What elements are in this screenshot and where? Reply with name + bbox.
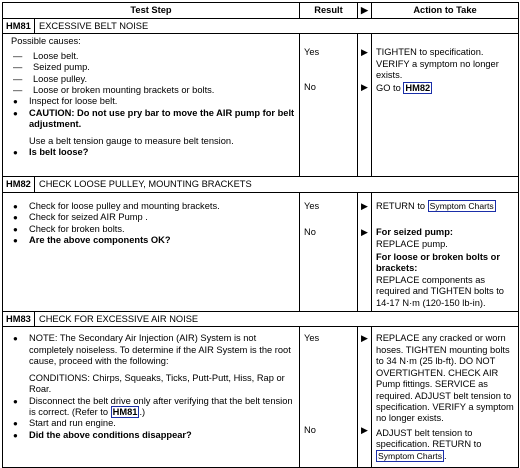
result-yes: Yes: [304, 47, 320, 58]
action-cell-hm82: [372, 192, 519, 311]
step-row-hm83: [3, 327, 519, 468]
note-bullet: ● NOTE: The Secondary Air Injection (AIR) System is not completely noiseless. To determine if the AIR System is the root cause, proceed with the following:: [11, 333, 295, 367]
conditions-text: CONDITIONS: Chirps, Squeaks, Ticks, Putt-Putt, Hiss, Rap or Roar.: [29, 372, 285, 395]
step-title-text-hm83: CHECK FOR EXCESSIVE AIR NOISE: [39, 314, 199, 325]
action-yes-text: REPLACE any cracked or worn hoses. TIGHTEN mounting bolts to 34 N·m (25 lb-ft). DO NOT OVERTIGHTEN. CHECK AIR Pump fittings. SERVICE as required. ADJUST belt tension to specification. VERIFY a symptom no longer exists.: [376, 333, 514, 424]
cause-item: — Loose pulley.: [11, 74, 295, 85]
arrow-icon: ▶: [361, 227, 368, 238]
seized-pump-heading: For seized pump:: [376, 227, 453, 238]
step-code-hm82: HM82: [3, 177, 35, 191]
result-cell-hm82: [300, 192, 358, 311]
link-symptom-charts[interactable]: Symptom Charts: [378, 450, 442, 461]
arrow-icon: ▶: [361, 200, 368, 211]
header-result: Result: [300, 3, 358, 19]
link-hm81[interactable]: HM81: [112, 406, 138, 417]
action-no-suffix: .: [444, 450, 447, 461]
step-body-hm81: [3, 34, 300, 177]
loose-bolts-text: REPLACE components as required and TIGHTEN bolts to 14-17 N·m (120-150 lb-in).: [376, 274, 504, 308]
result-no: No: [304, 227, 316, 238]
arrow-icon: ▶: [361, 424, 368, 435]
action-no-prefix: GO to: [376, 82, 401, 93]
step-code-hm81: HM81: [3, 19, 35, 33]
action-cell-hm83: [372, 327, 519, 468]
diagnostic-table-container: [2, 2, 518, 468]
step-title-row-hm82: [3, 177, 519, 192]
instruction-bullet: ● Check for broken bolts.: [11, 224, 295, 235]
arrow-cell-hm81: [358, 34, 372, 177]
result-yes: Yes: [304, 200, 320, 211]
step-row-hm81: [3, 34, 519, 177]
question-bullet: ● Is belt loose?: [11, 147, 295, 158]
result-cell-hm83: [300, 327, 358, 468]
step-title-hm81: [3, 19, 519, 34]
instruction-bullet: ● Start and run engine.: [11, 418, 295, 429]
arrow-cell-hm82: [358, 192, 372, 311]
step-title-text-hm82: CHECK LOOSE PULLEY, MOUNTING BRACKETS: [39, 179, 252, 190]
arrow-icon: ▶: [361, 81, 368, 92]
disconnect-text: Disconnect the belt drive only after verifying that the belt tension is correct. (Refer to: [29, 395, 293, 417]
step-title-row-hm83: [3, 312, 519, 327]
action-yes-text: TIGHTEN to specification. VERIFY a symptom no longer exists.: [376, 47, 499, 81]
cause-item: — Loose or broken mounting brackets or bolts.: [11, 85, 295, 96]
instruction-bullet: ● Check for seized AIR Pump .: [11, 212, 295, 223]
action-no-text: [376, 428, 514, 462]
step-title-hm83: [3, 312, 519, 327]
action-cell-hm81: [372, 34, 519, 177]
result-no: No: [304, 424, 316, 435]
instruction-bullet: ● Check for loose pulley and mounting brackets.: [11, 201, 295, 212]
step-code-hm83: HM83: [3, 312, 35, 326]
result-no: No: [304, 81, 316, 92]
loose-bolts-heading: For loose or broken bolts or brackets:: [376, 252, 500, 274]
header-action: Action to Take: [372, 3, 519, 19]
cause-item: — Loose belt.: [11, 51, 295, 62]
arrow-cell-hm83: [358, 327, 372, 468]
caution-note: Use a belt tension gauge to measure belt tension.: [29, 135, 234, 146]
table-header-row: [3, 3, 519, 19]
step-body-hm82: [3, 192, 300, 311]
disconnect-text-end: .): [139, 406, 146, 417]
arrow-icon: ▶: [361, 47, 368, 58]
diagnostic-table: [2, 2, 519, 468]
possible-causes-label: Possible causes:: [11, 36, 81, 47]
instruction-bullet: ● Inspect for loose belt.: [11, 96, 295, 107]
result-cell-hm81: [300, 34, 358, 177]
action-no-text: [376, 83, 514, 94]
action-no-prefix: ADJUST belt tension to specification. RETURN to: [376, 427, 482, 450]
cause-item: — Seized pump.: [11, 62, 295, 73]
action-yes-text: [376, 201, 514, 212]
step-title-hm82: [3, 177, 519, 192]
instruction-bullet: [11, 396, 295, 419]
step-body-hm83: [3, 327, 300, 468]
link-symptom-charts[interactable]: Symptom Charts: [429, 200, 494, 211]
question-bullet: ● Are the above components OK?: [11, 235, 295, 246]
header-test-step: Test Step: [3, 3, 300, 19]
header-arrow-icon: ▶: [358, 3, 372, 19]
step-row-hm82: [3, 192, 519, 311]
result-yes: Yes: [304, 333, 320, 344]
action-yes-prefix: RETURN to: [376, 200, 426, 211]
link-hm82[interactable]: HM82: [405, 82, 431, 93]
step-title-text-hm81: EXCESSIVE BELT NOISE: [39, 21, 149, 31]
seized-pump-text: REPLACE pump.: [376, 238, 448, 249]
arrow-icon: ▶: [361, 333, 368, 344]
question-bullet: ● Did the above conditions disappear?: [11, 430, 295, 441]
caution-bullet: ● CAUTION: Do not use pry bar to move the AIR pump for belt adjustment.: [11, 108, 295, 131]
step-title-row-hm81: [3, 19, 519, 34]
